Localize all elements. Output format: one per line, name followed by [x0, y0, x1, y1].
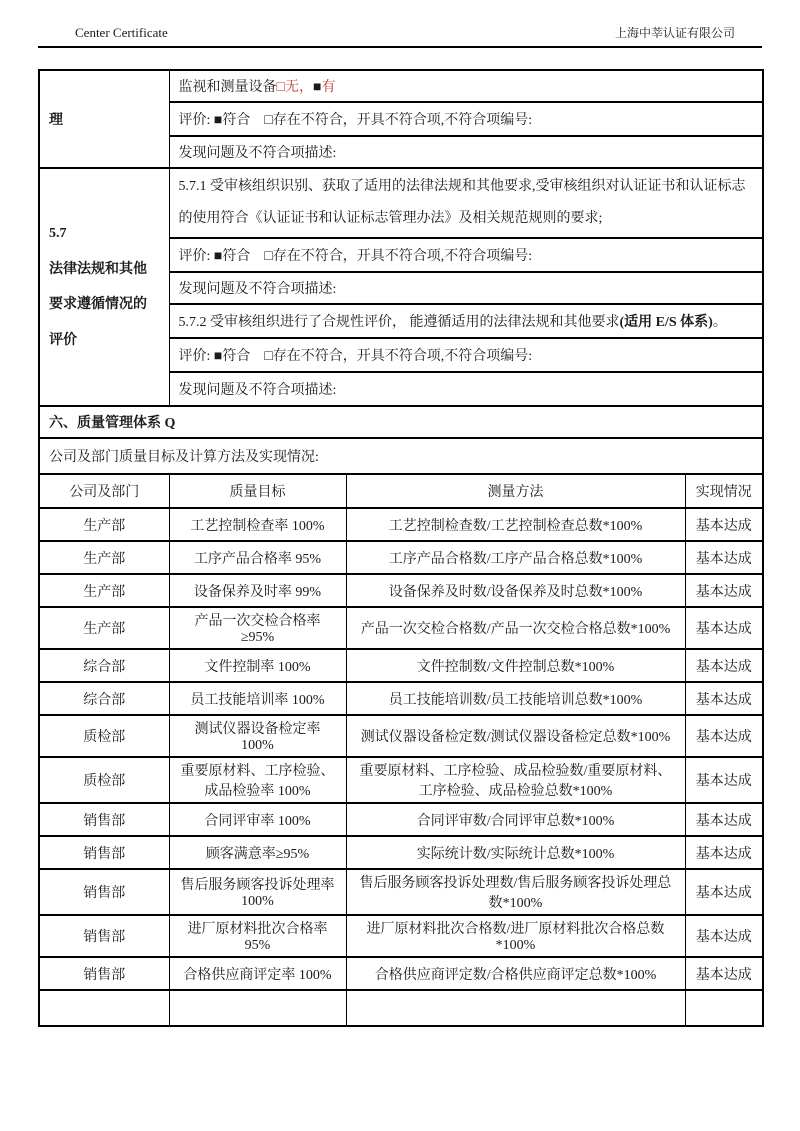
status-cell: 基本达成 — [685, 957, 763, 990]
table-row — [39, 715, 763, 757]
method-cell: 测试仪器设备检定数/测试仪器设备检定总数*100% — [346, 715, 685, 757]
method-cell: 进厂原材料批次合格数/进厂原材料批次合格总数*100% — [346, 915, 685, 957]
table-row — [39, 607, 763, 649]
table-row — [39, 508, 763, 541]
status-cell: 基本达成 — [685, 915, 763, 957]
column-header: 质量目标 — [169, 474, 346, 508]
table-row — [39, 915, 763, 957]
table-row — [39, 757, 763, 803]
checkbox-no-unchecked: □无， — [276, 80, 313, 95]
table-row — [39, 836, 763, 869]
dept-cell: 综合部 — [39, 649, 169, 682]
target-cell: 合格供应商评定率 100% — [169, 957, 346, 990]
dept-cell: 综合部 — [39, 682, 169, 715]
status-cell: 基本达成 — [685, 607, 763, 649]
target-cell: 文件控制率 100% — [169, 649, 346, 682]
target-cell: 工艺控制检查率 100% — [169, 508, 346, 541]
dept-cell: 销售部 — [39, 803, 169, 836]
target-cell: 员工技能培训率 100% — [169, 682, 346, 715]
target-cell: 测试仪器设备检定率 100% — [169, 715, 346, 757]
status-cell: 基本达成 — [685, 574, 763, 607]
status-cell: 基本达成 — [685, 682, 763, 715]
status-cell: 基本达成 — [685, 803, 763, 836]
target-cell: 工序产品合格率 95% — [169, 541, 346, 574]
method-cell — [346, 990, 685, 1026]
method-cell: 产品一次交检合格数/产品一次交检合格总数*100% — [346, 607, 685, 649]
section-q-subtitle: 公司及部门质量目标及计算方法及实现情况: — [39, 438, 763, 474]
status-cell: 基本达成 — [685, 869, 763, 915]
target-cell: 合同评审率 100% — [169, 803, 346, 836]
column-header: 实现情况 — [685, 474, 763, 508]
status-cell: 基本达成 — [685, 836, 763, 869]
clause-5-7-1-text: 5.7.1 受审核组织识别、获取了适用的法律法规和其他要求,受审核组织对认证证书和认证标志的使用符合《认证证书和认证标志管理办法》及相关规范规则的要求; — [169, 168, 763, 238]
dept-cell: 销售部 — [39, 836, 169, 869]
page-header — [38, 22, 762, 48]
finding-cell: 发现问题及不符合项描述: — [169, 372, 763, 406]
method-cell: 文件控制数/文件控制总数*100% — [346, 649, 685, 682]
dept-cell: 生产部 — [39, 574, 169, 607]
dept-cell: 生产部 — [39, 541, 169, 574]
equipment-prefix: 监视和测量设备 — [178, 80, 277, 95]
dept-cell — [39, 990, 169, 1026]
target-cell — [169, 990, 346, 1026]
dept-cell: 销售部 — [39, 869, 169, 915]
header-left-title: Center Certificate — [75, 25, 168, 40]
table-row — [39, 957, 763, 990]
table-row — [39, 990, 763, 1026]
dept-cell: 质检部 — [39, 715, 169, 757]
status-cell: 基本达成 — [685, 757, 763, 803]
target-cell: 售后服务顾客投诉处理率 100% — [169, 869, 346, 915]
method-cell: 重要原材料、工序检验、成品检验数/重要原材料、工序检验、成品检验总数*100% — [346, 757, 685, 803]
checkbox-yes-checked: ■ — [312, 80, 322, 95]
method-cell: 工序产品合格数/工序产品合格总数*100% — [346, 541, 685, 574]
column-header: 测量方法 — [346, 474, 685, 508]
equipment-yes-label: 有 — [321, 80, 336, 95]
status-cell: 基本达成 — [685, 508, 763, 541]
evaluation-cell: 评价: ■符合 □存在不符合，开具不符合项,不符合项编号: — [169, 238, 763, 272]
dept-cell: 销售部 — [39, 915, 169, 957]
clause-5-7-2-bold-note: (适用 E/S 体系) — [619, 315, 713, 331]
section-q-title: 六、质量管理体系 Q — [39, 406, 763, 438]
table-row — [39, 649, 763, 682]
header-company-name: 上海中莘认证有限公司 — [614, 26, 735, 40]
table-row — [39, 869, 763, 915]
finding-cell: 发现问题及不符合项描述: — [169, 136, 763, 168]
target-cell: 进厂原材料批次合格率 95% — [169, 915, 346, 957]
target-cell: 设备保养及时率 99% — [169, 574, 346, 607]
finding-cell: 发现问题及不符合项描述: — [169, 272, 763, 304]
clause-5-7-2-text — [169, 304, 763, 338]
evaluation-cell: 评价: ■符合 □存在不符合，开具不符合项,不符合项编号: — [169, 338, 763, 372]
table-row — [39, 574, 763, 607]
table-row — [39, 541, 763, 574]
method-cell: 合格供应商评定数/合格供应商评定总数*100% — [346, 957, 685, 990]
dept-cell: 生产部 — [39, 607, 169, 649]
method-cell: 设备保养及时数/设备保养及时总数*100% — [346, 574, 685, 607]
clause-number: 5.7 — [49, 225, 67, 241]
method-cell: 实际统计数/实际统计总数*100% — [346, 836, 685, 869]
method-cell: 合同评审数/合同评审总数*100% — [346, 803, 685, 836]
status-cell: 基本达成 — [685, 649, 763, 682]
target-cell: 产品一次交检合格率≥95% — [169, 607, 346, 649]
column-header: 公司及部门 — [39, 474, 169, 508]
table-header-row — [39, 474, 763, 508]
dept-cell: 生产部 — [39, 508, 169, 541]
equipment-cell — [169, 70, 763, 102]
dept-cell: 质检部 — [39, 757, 169, 803]
clause-5-7-2-body: 5.7.2 受审核组织进行了合规性评价， 能遵循适用的法律法规和其他要求 — [178, 315, 620, 331]
target-cell: 顾客满意率≥95% — [169, 836, 346, 869]
evaluation-cell: 评价: ■符合 □存在不符合，开具不符合项,不符合项编号: — [169, 102, 763, 136]
clause-5-7-2-period: 。 — [712, 315, 727, 331]
status-cell: 基本达成 — [685, 541, 763, 574]
status-cell — [685, 990, 763, 1026]
method-cell: 员工技能培训数/员工技能培训总数*100% — [346, 682, 685, 715]
quality-objectives-table-body — [39, 474, 763, 1026]
clause-title: 法律法规和其他要求遵循情况的评价 — [49, 261, 147, 348]
dept-cell: 销售部 — [39, 957, 169, 990]
status-cell: 基本达成 — [685, 715, 763, 757]
row-label-5-7 — [39, 168, 169, 406]
table-row — [39, 682, 763, 715]
method-cell: 售后服务顾客投诉处理数/售后服务顾客投诉处理总数*100% — [346, 869, 685, 915]
target-cell: 重要原材料、工序检验、成品检验率 100% — [169, 757, 346, 803]
audit-report-table — [38, 69, 764, 1027]
method-cell: 工艺控制检查数/工艺控制检查总数*100% — [346, 508, 685, 541]
table-row — [39, 803, 763, 836]
row-label-li: 理 — [39, 70, 169, 168]
